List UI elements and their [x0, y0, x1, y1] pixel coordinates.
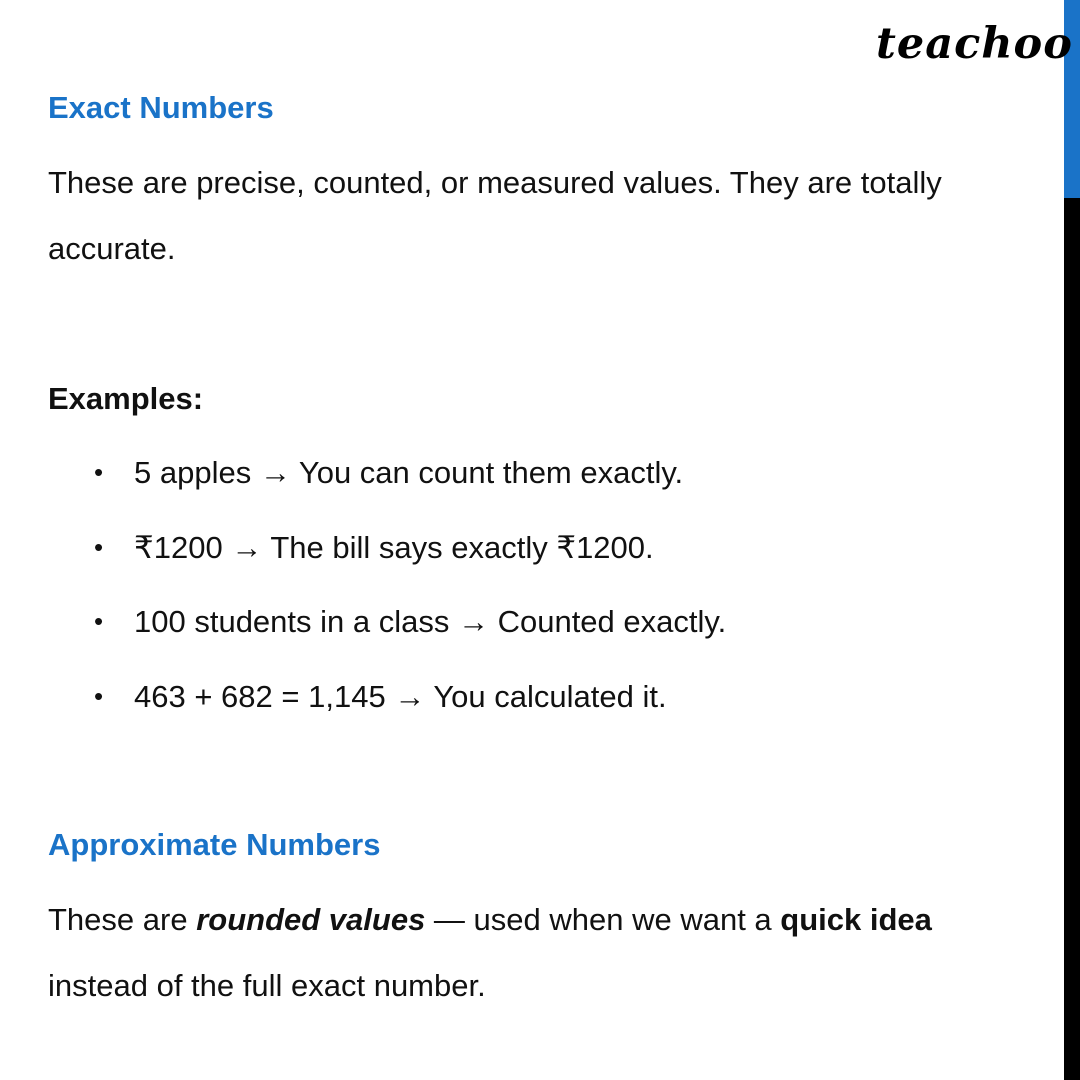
examples-label: Examples: [48, 381, 204, 416]
example-item-4: 463 + 682 = 1,145 → You calculated it. [134, 679, 667, 714]
approx-text-part2: — used when we want a [425, 902, 781, 937]
exact-description-line2: accurate. [48, 231, 176, 266]
approx-description-line1 [48, 900, 932, 940]
bullet-dot: • [94, 532, 104, 562]
approximate-numbers-heading: Approximate Numbers [48, 827, 381, 862]
approx-text-part1: These are [48, 902, 197, 937]
rounded-values-emphasis: rounded values [196, 902, 426, 937]
example-item-3: 100 students in a class → Counted exactly. [134, 604, 727, 639]
right-side-bar [1064, 0, 1080, 1080]
example-item-2: ₹1200 → The bill says exactly ₹1200. [134, 530, 654, 565]
example-item-1: 5 apples → You can count them exactly. [134, 455, 684, 490]
quick-idea-emphasis: quick idea [780, 902, 932, 937]
approx-description-line2: instead of the full exact number. [48, 968, 486, 1003]
bullet-dot: • [94, 457, 104, 487]
exact-numbers-heading: Exact Numbers [48, 90, 274, 125]
bullet-dot: • [94, 606, 104, 636]
bullet-dot: • [94, 681, 104, 711]
teachoo-logo: teachoo [876, 19, 1073, 69]
exact-description-line1: These are precise, counted, or measured values. They are totally [48, 165, 942, 200]
